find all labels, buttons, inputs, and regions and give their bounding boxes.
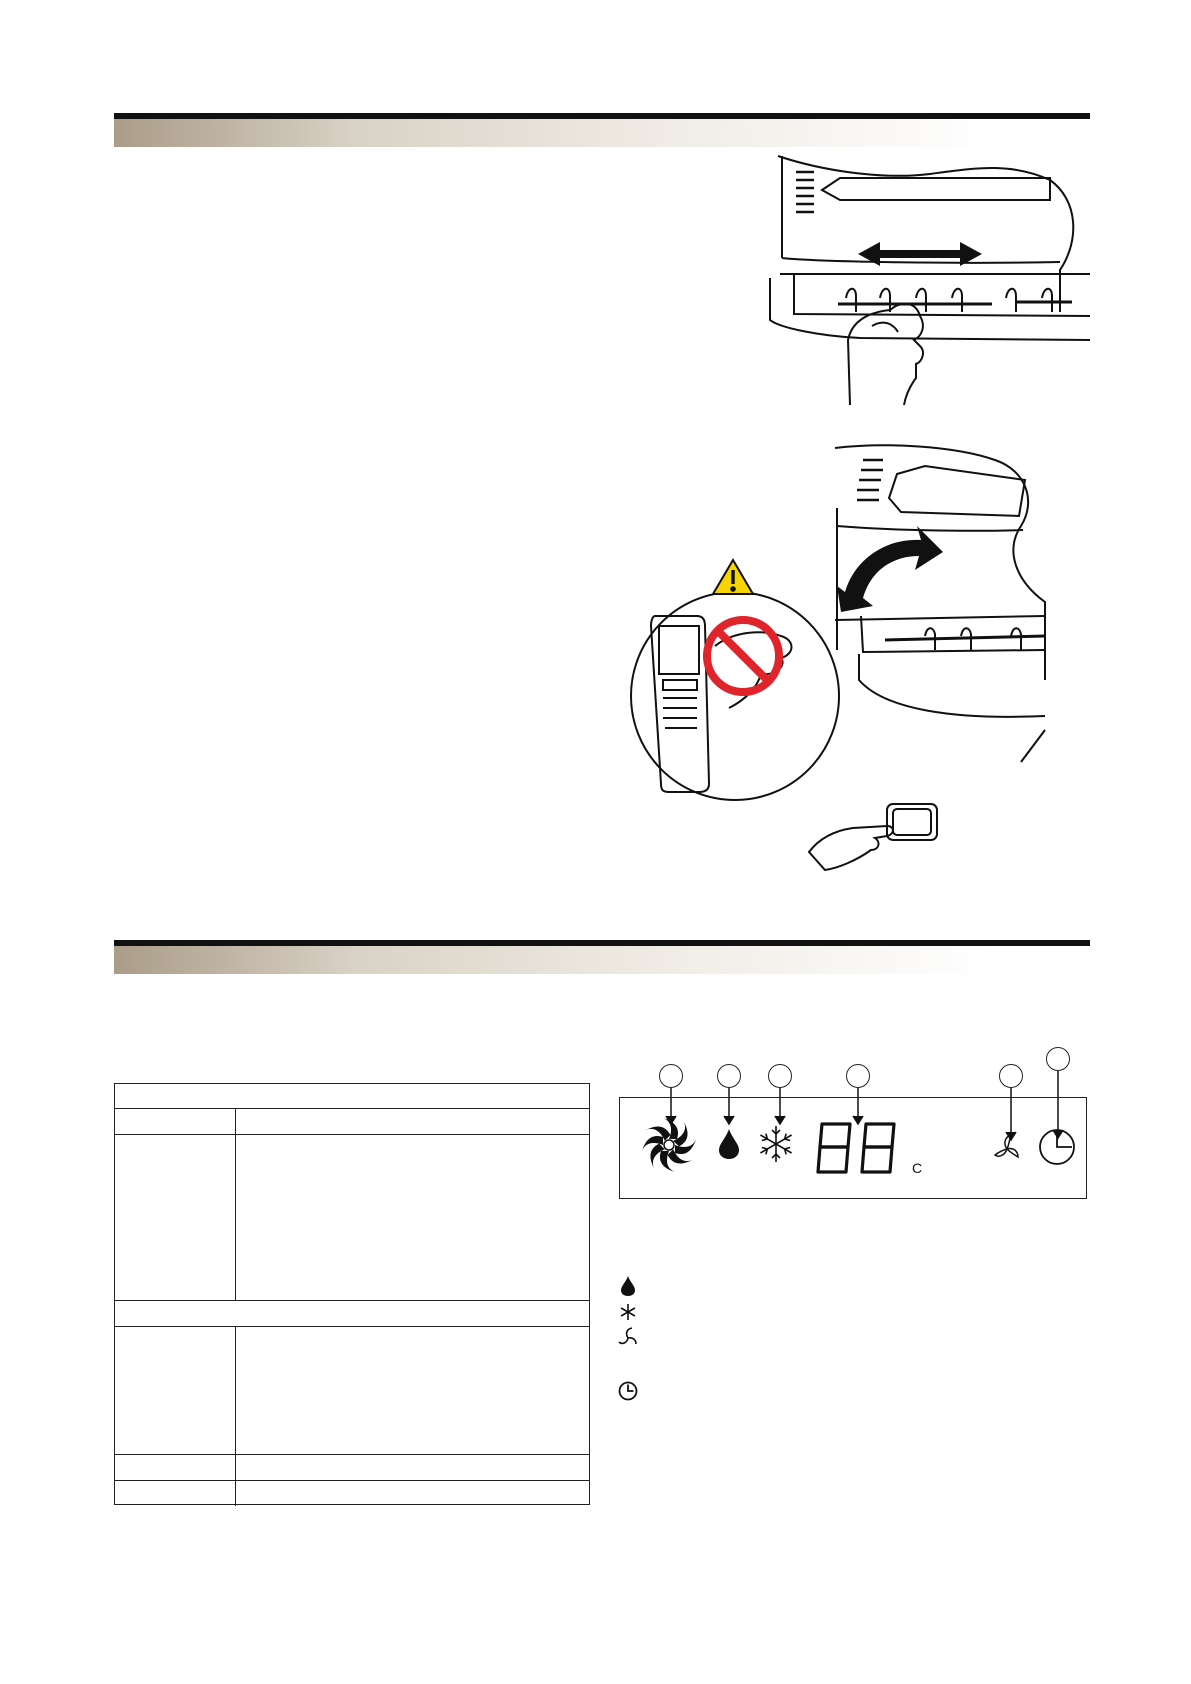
table-row-divider bbox=[115, 1326, 589, 1327]
flap-warning-illustration bbox=[625, 440, 1085, 880]
temperature-unit-label: C bbox=[912, 1160, 923, 1176]
temperature-digits bbox=[816, 1122, 900, 1174]
warning-triangle-icon bbox=[713, 560, 753, 594]
legend-timer-icon bbox=[617, 1380, 639, 1402]
table-row-divider bbox=[115, 1300, 589, 1301]
spec-table bbox=[114, 1083, 590, 1505]
table-row-divider bbox=[115, 1480, 589, 1481]
table-row-divider bbox=[115, 1454, 589, 1455]
indoor-unit-display-panel bbox=[619, 1097, 1087, 1199]
table-column-divider bbox=[235, 1326, 236, 1506]
hand-icon bbox=[848, 304, 923, 405]
curved-arrow-icon bbox=[837, 526, 943, 612]
louver-blades bbox=[846, 289, 1052, 312]
vent-slots bbox=[796, 172, 814, 212]
table-row-divider bbox=[115, 1134, 589, 1135]
fan-icon bbox=[640, 1116, 698, 1174]
snowflake-icon bbox=[756, 1124, 796, 1164]
section-header-band-1 bbox=[114, 113, 1090, 147]
louver-adjust-illustration bbox=[760, 150, 1090, 410]
remote-control-icon bbox=[651, 616, 709, 792]
table-row-divider bbox=[115, 1108, 589, 1109]
table-column-divider bbox=[235, 1108, 236, 1300]
prohibited-icon bbox=[707, 620, 779, 692]
section-header-gradient bbox=[114, 119, 1090, 147]
legend-swing-icon bbox=[617, 1327, 639, 1349]
section-header-gradient bbox=[114, 946, 1090, 974]
legend-snowflake-icon bbox=[617, 1301, 639, 1323]
finger-button-icon bbox=[809, 804, 937, 870]
section-header-band-2 bbox=[114, 940, 1090, 974]
timer-clock-icon bbox=[1038, 1128, 1076, 1166]
water-drop-icon bbox=[718, 1128, 740, 1160]
swing-fan-icon bbox=[994, 1134, 1020, 1164]
legend-drop-icon bbox=[617, 1275, 639, 1297]
